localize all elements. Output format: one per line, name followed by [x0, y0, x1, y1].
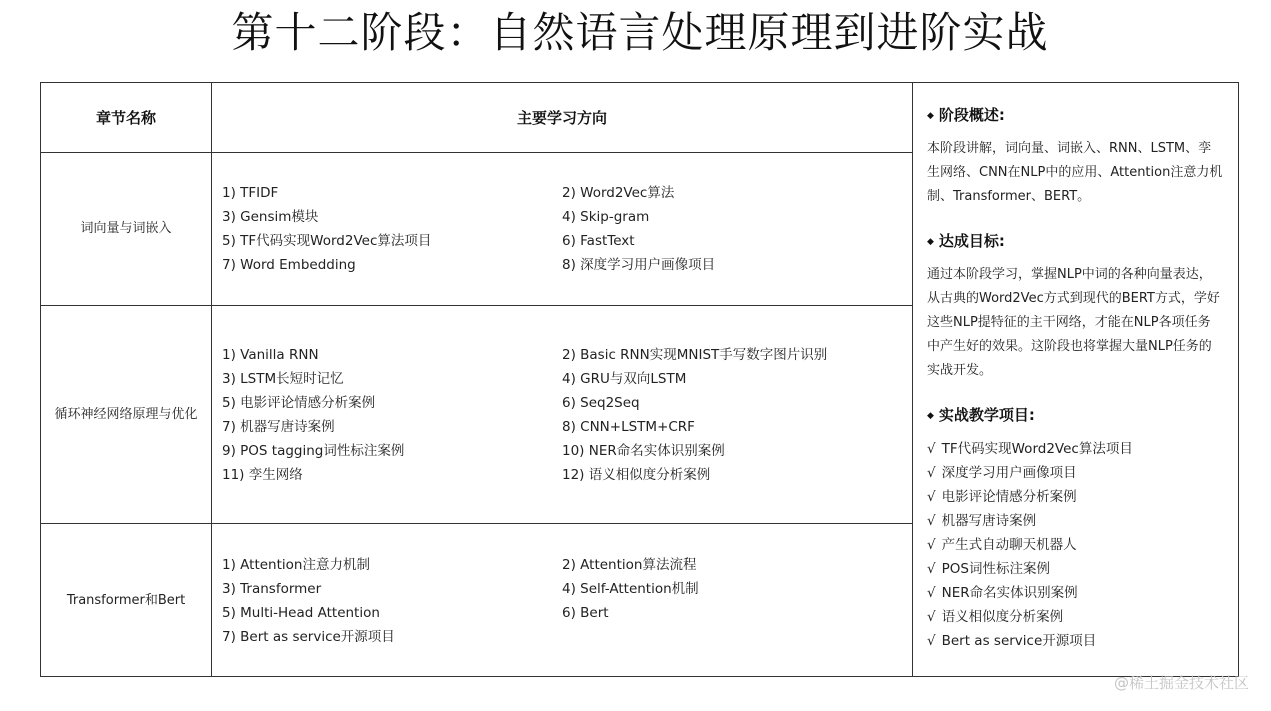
project-label: Bert as service开源项目	[941, 633, 1097, 649]
topic-item: 8) 深度学习用户画像项目	[562, 257, 716, 273]
goal-text: 通过本阶段学习，掌握NLP中词的各种向量表达，从古典的Word2Vec方式到现代的BERT方式，学好这些NLP提特征的主干网络，才能在NLP各项任务中产生好的效果。这阶段也将掌握大量NLP任务的实战开发。	[927, 267, 1220, 378]
topic-item: 7) 机器写唐诗案例	[222, 418, 335, 435]
page-title: 第十二阶段：自然语言处理原理到进阶实战	[231, 8, 1049, 57]
project-item	[927, 437, 1133, 461]
topic-item: 10) NER命名实体识别案例	[562, 442, 725, 459]
header-main-topics: 主要学习方向	[516, 109, 607, 127]
overview-heading-label: 阶段概述:	[938, 106, 1005, 124]
check-icon: √	[927, 585, 936, 601]
check-icon: √	[927, 633, 936, 649]
chapter-name-cell: 词向量与词嵌入	[80, 221, 172, 236]
topic-item	[562, 625, 902, 649]
sidebar-divider	[912, 83, 913, 676]
goal-heading	[927, 231, 1005, 252]
overview-text: 本阶段讲解，词向量、词嵌入、RNN、LSTM、孪生网络、CNN在NLP中的应用、Attention注意力机制、Transformer、BERT。	[927, 141, 1223, 204]
chapter-name-cell: Transformer和Bert	[66, 592, 186, 608]
topic-item: 3) Transformer	[222, 580, 322, 597]
check-icon: √	[927, 489, 936, 505]
check-icon: √	[927, 441, 936, 457]
projects-list	[927, 437, 1133, 653]
check-icon: √	[927, 513, 936, 529]
diamond-bullet-icon: ◆	[927, 237, 934, 247]
header-chapter-name: 章节名称	[95, 109, 156, 127]
topic-item: 2) Attention算法流程	[562, 556, 697, 573]
project-label: NER命名实体识别案例	[941, 585, 1078, 601]
topics-cell	[222, 306, 902, 523]
topic-item: 4) Self-Attention机制	[562, 580, 699, 597]
project-label: 机器写唐诗案例	[941, 513, 1037, 529]
column-divider	[211, 83, 212, 676]
project-label: 电影评论情感分析案例	[941, 489, 1077, 505]
topic-item: 1) Attention注意力机制	[222, 556, 370, 573]
diamond-bullet-icon: ◆	[927, 111, 934, 121]
watermark: @稀土掘金技术社区	[1113, 674, 1249, 692]
goal-heading-label: 达成目标:	[938, 232, 1005, 250]
project-label: 语义相似度分析案例	[941, 609, 1064, 625]
overview-heading	[927, 105, 1005, 126]
topic-item: 12) 语义相似度分析案例	[562, 466, 711, 483]
check-icon: √	[927, 465, 936, 481]
topic-item: 4) GRU与双向LSTM	[562, 370, 687, 387]
chapter-name-cell: 循环神经网络原理与优化	[54, 406, 198, 422]
topics-cell	[222, 153, 902, 305]
topic-item: 4) Skip-gram	[562, 209, 650, 225]
topic-item: 6) FastText	[562, 233, 635, 249]
project-item	[927, 581, 1133, 605]
topic-item: 7) Bert as service开源项目	[222, 628, 395, 645]
check-icon: √	[927, 537, 936, 553]
project-label: POS词性标注案例	[941, 561, 1050, 577]
topic-item: 2) Basic RNN实现MNIST手写数字图片识别	[562, 346, 828, 363]
diamond-bullet-icon: ◆	[927, 411, 934, 421]
topic-item: 1) Vanilla RNN	[222, 346, 319, 363]
topic-item: 5) TF代码实现Word2Vec算法项目	[222, 233, 432, 249]
check-icon: √	[927, 609, 936, 625]
topic-item: 1) TFIDF	[222, 185, 279, 201]
topic-item: 6) Seq2Seq	[562, 394, 640, 411]
topic-item: 5) Multi-Head Attention	[222, 604, 380, 621]
topics-cell	[222, 524, 902, 677]
topic-item: 5) 电影评论情感分析案例	[222, 394, 376, 411]
topic-item: 8) CNN+LSTM+CRF	[562, 418, 695, 435]
topic-item: 2) Word2Vec算法	[562, 185, 675, 201]
topic-item: 9) POS tagging词性标注案例	[222, 442, 405, 459]
project-label: 深度学习用户画像项目	[941, 465, 1077, 481]
project-label: TF代码实现Word2Vec算法项目	[941, 441, 1133, 457]
topic-item: 3) Gensim模块	[222, 209, 319, 225]
project-item	[927, 485, 1133, 509]
stage-sidebar	[927, 83, 1229, 677]
projects-heading	[927, 405, 1035, 426]
topic-item: 3) LSTM长短时记忆	[222, 370, 344, 387]
projects-heading-label: 实战教学项目:	[938, 406, 1035, 424]
topic-item: 11) 孪生网络	[222, 466, 303, 483]
project-item	[927, 461, 1133, 485]
project-item	[927, 557, 1133, 581]
project-item	[927, 605, 1133, 629]
project-label: 产生式自动聊天机器人	[941, 537, 1077, 553]
project-item	[927, 533, 1133, 557]
topic-item: 7) Word Embedding	[222, 257, 356, 273]
curriculum-table	[40, 82, 1239, 677]
project-item	[927, 509, 1133, 533]
topic-item: 6) Bert	[562, 604, 609, 621]
project-item	[927, 629, 1133, 653]
check-icon: √	[927, 561, 936, 577]
